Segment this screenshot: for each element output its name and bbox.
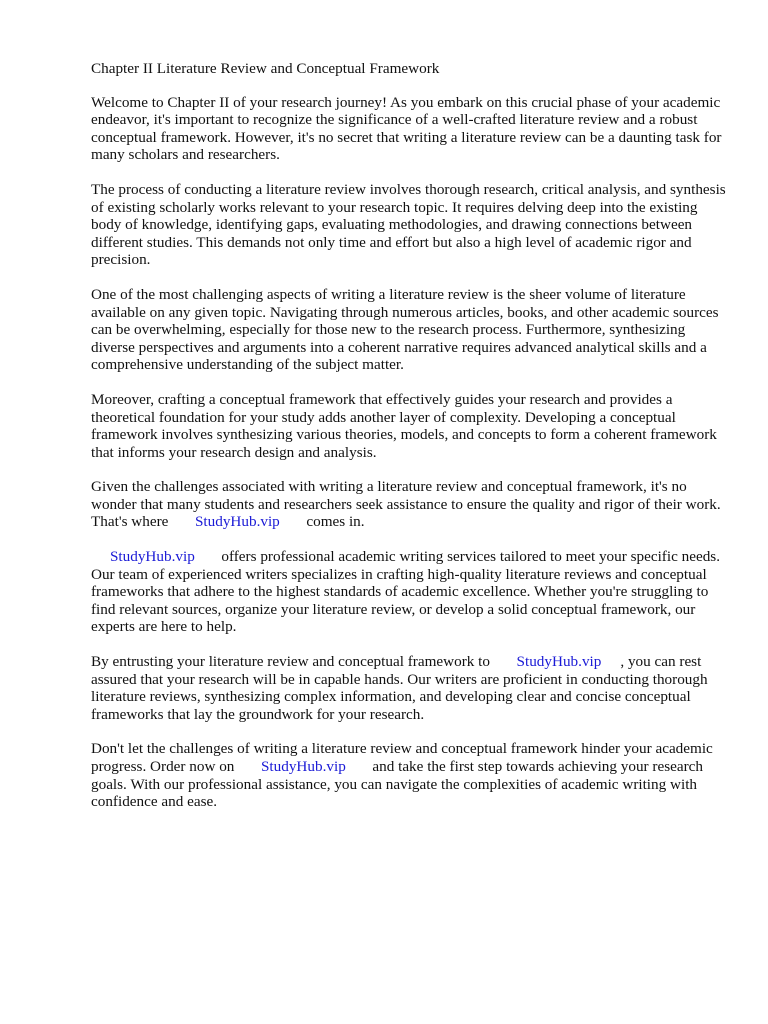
paragraph-1: Welcome to Chapter II of your research journey! As you embark on this crucial phase of your academic endeavor, it's important to recognize the significance of a well-crafted literature review and a robust conceptual framework. However, it's no secret that writing a literature review can be a daunting task for many scholars and researchers. xyxy=(91,93,722,164)
paragraph-5-text-before: Given the challenges associated with writing a literature review and conceptual framework, it's no wonder that many students and researchers seek assistance to ensure the quality and rigor of their work. That's where xyxy=(91,478,721,531)
studyhub-link-1[interactable]: StudyHub.vip xyxy=(194,513,280,531)
document-title: Chapter II Literature Review and Conceptual Framework xyxy=(91,60,440,77)
document-page xyxy=(91,60,731,828)
paragraph-8 xyxy=(91,740,731,810)
studyhub-link-4[interactable]: StudyHub.vip xyxy=(260,758,346,775)
studyhub-link-2[interactable]: StudyHub.vip xyxy=(109,548,195,566)
paragraph-8-text-before: Don't let the challenges of writing a literature review and conceptual framework hinder your academic progress. Order now on xyxy=(91,740,713,775)
studyhub-link-3[interactable]: StudyHub.vip xyxy=(516,653,602,671)
paragraph-4: Moreover, crafting a conceptual framework that effectively guides your research and provides a theoretical foundation for your study adds another layer of complexity. Developing a conceptual framework involves synthesizing various theories, models, and concepts to form a coherent framework that informs your research design and analysis. xyxy=(91,390,717,461)
paragraph-5-text-after: comes in. xyxy=(306,513,365,531)
paragraph-6-text-after: offers professional academic writing services tailored to meet your specific needs. Our team of experienced writers specializes in crafting high-quality literature reviews and conceptual frameworks that adhere to the highest standards of academic excellence. Whether you're struggling to find relevant sources, organize your literature review, or develop a solid conceptual framework, our experts are here to help. xyxy=(91,548,720,636)
paragraph-6 xyxy=(91,548,731,636)
paragraph-8-text-after: and take the first step towards achieving your research goals. With our professional assistance, you can navigate the complexities of academic writing with confidence and ease. xyxy=(91,758,703,811)
paragraph-7-text-after: , you can rest assured that your research will be in capable hands. Our writers are proficient in conducting thorough literature reviews, synthesizing complex information, and developing clear and concise conceptual frameworks that lay the groundwork for your research. xyxy=(91,653,708,723)
paragraph-5 xyxy=(91,478,731,531)
paragraph-7 xyxy=(91,653,731,723)
paragraph-7-text-before: By entrusting your literature review and conceptual framework to xyxy=(91,653,490,671)
paragraph-3: One of the most challenging aspects of writing a literature review is the sheer volume of literature available on any given topic. Navigating through numerous articles, books, and other academic sources can be overwhelming, especially for those new to the research process. Furthermore, synthesizing diverse perspectives and arguments into a coherent narrative requires advanced analytical skills and a comprehensive understanding of the subject matter. xyxy=(91,285,719,374)
paragraph-2: The process of conducting a literature review involves thorough research, critical analysis, and synthesis of existing scholarly works relevant to your research topic. It requires delving deep into the existing body of knowledge, identifying gaps, evaluating methodologies, and drawing connections between different studies. This demands not only time and effort but also a high level of academic rigor and precision. xyxy=(91,180,726,269)
